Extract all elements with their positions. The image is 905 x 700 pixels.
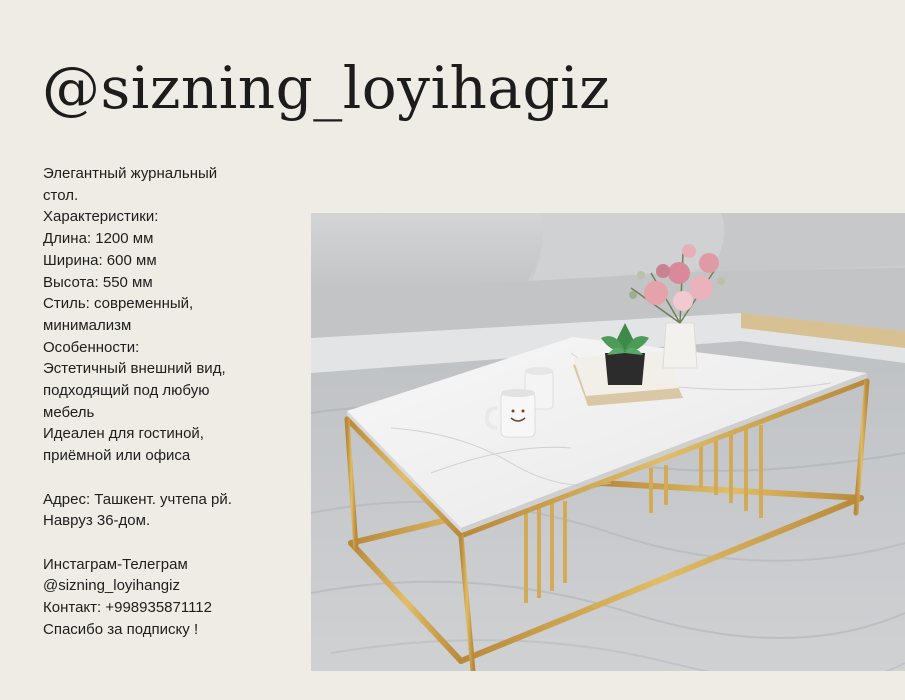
feature-line: мебель bbox=[43, 403, 95, 421]
spacer bbox=[43, 467, 273, 489]
product-photo bbox=[311, 213, 905, 671]
feature-line: приёмной или офиса bbox=[43, 447, 191, 465]
spec-style-cont: минимализм bbox=[43, 316, 132, 334]
description-line: стол. bbox=[43, 186, 79, 204]
spec-height: Высота: 550 мм bbox=[43, 273, 153, 291]
sofa-cushion bbox=[311, 213, 542, 293]
description-line: Элегантный журнальный bbox=[43, 165, 218, 182]
social-label: Инстаграм-Телеграм bbox=[43, 555, 188, 573]
feature-line: подходящий под любую bbox=[43, 382, 210, 400]
specs-heading: Характеристики: bbox=[43, 208, 159, 226]
coffee-table-illustration bbox=[311, 213, 905, 671]
feature-line: Идеален для гостиной, bbox=[43, 425, 204, 443]
sofa-cushion bbox=[711, 213, 905, 273]
thanks-text: Спасибо за подписку ! bbox=[43, 620, 199, 638]
feature-line: Эстетичный внешний вид, bbox=[43, 360, 226, 378]
spec-width: Ширина: 600 мм bbox=[43, 251, 157, 269]
spec-style: Стиль: современный, bbox=[43, 295, 194, 313]
page-title: @sizning_loyihagiz bbox=[42, 54, 611, 122]
spacer bbox=[43, 532, 273, 554]
spec-length: Длина: 1200 мм bbox=[43, 230, 154, 248]
product-description bbox=[43, 163, 273, 640]
address-line: Навруз 36-дом. bbox=[43, 512, 151, 530]
social-handle: @sizning_loyihangiz bbox=[43, 577, 180, 595]
features-heading: Особенности: bbox=[43, 338, 140, 356]
phone-contact: Контакт: +998935871112 bbox=[43, 599, 212, 617]
address-line: Адрес: Ташкент. учтепа рй. bbox=[43, 490, 232, 508]
